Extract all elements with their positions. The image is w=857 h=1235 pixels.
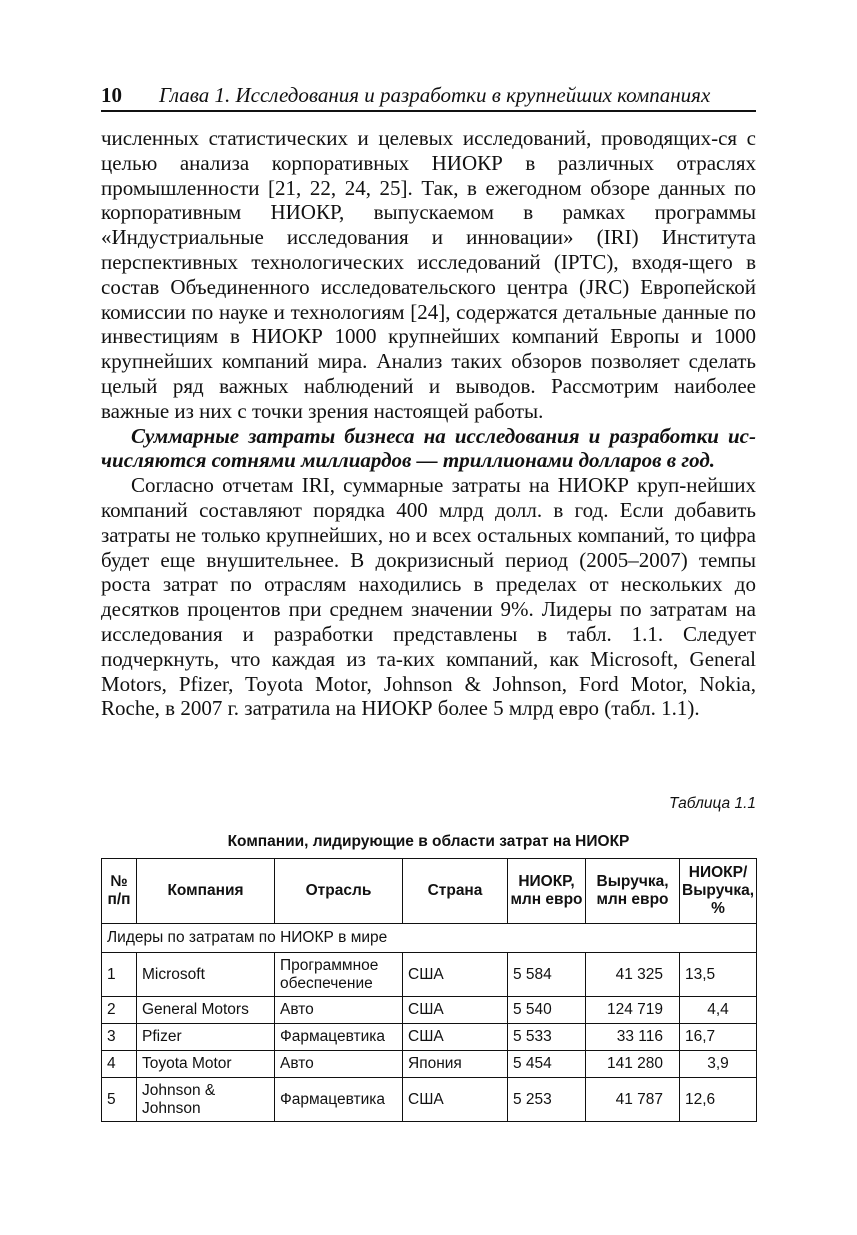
cell-industry: Программное обеспечение — [275, 953, 403, 997]
cell-rd-ratio: 3,9 — [680, 1051, 757, 1078]
cell-rd-ratio: 13,5 — [680, 953, 757, 997]
cell-company: Pfizer — [137, 1024, 275, 1051]
cell-country: США — [403, 1024, 508, 1051]
cell-rd: 5 253 — [508, 1078, 586, 1122]
cell-revenue: 41 325 — [586, 953, 680, 997]
cell-company: Toyota Motor — [137, 1051, 275, 1078]
cell-industry: Фармацевтика — [275, 1078, 403, 1122]
cell-country: Япония — [403, 1051, 508, 1078]
cell-rd-ratio: 4,4 — [680, 997, 757, 1024]
running-title: Глава 1. Исследования и разработки в крупнейших компаниях — [159, 83, 711, 107]
table-row — [102, 1078, 757, 1122]
table-title: Компании, лидирующие в области затрат на НИОКР — [227, 833, 630, 850]
table-row — [102, 997, 757, 1024]
cell-revenue: 41 787 — [586, 1078, 680, 1122]
cell-company: Microsoft — [137, 953, 275, 997]
col-header-country: Страна — [403, 859, 508, 924]
table-row — [102, 1024, 757, 1051]
cell-country: США — [403, 1078, 508, 1122]
table-row — [102, 1051, 757, 1078]
rd-leaders-table — [101, 858, 757, 1122]
cell-revenue: 124 719 — [586, 997, 680, 1024]
cell-industry: Фармацевтика — [275, 1024, 403, 1051]
running-header — [101, 82, 756, 112]
key-statement: Суммарные затраты бизнеса на исследования и разработки ис-числяются сотнями миллиардов — триллионами долларов в год. — [101, 423, 756, 473]
table-header-row — [102, 859, 757, 924]
col-header-industry: Отрасль — [275, 859, 403, 924]
cell-rd-ratio: 12,6 — [680, 1078, 757, 1122]
body-text — [101, 126, 756, 721]
section-label: Лидеры по затратам по НИОКР в мире — [102, 924, 757, 953]
cell-number: 1 — [102, 953, 137, 997]
col-header-rd-ratio: НИОКР/ Выручка, % — [680, 859, 757, 924]
cell-revenue: 33 116 — [586, 1024, 680, 1051]
cell-number: 4 — [102, 1051, 137, 1078]
cell-rd: 5 540 — [508, 997, 586, 1024]
table-section-row — [102, 924, 757, 953]
table-number: Таблица 1.1 — [669, 795, 756, 812]
col-header-number: № п/п — [102, 859, 137, 924]
table-row — [102, 953, 757, 997]
cell-industry: Авто — [275, 997, 403, 1024]
cell-rd: 5 454 — [508, 1051, 586, 1078]
col-header-rd: НИОКР, млн евро — [508, 859, 586, 924]
col-header-company: Компания — [137, 859, 275, 924]
cell-rd-ratio: 16,7 — [680, 1024, 757, 1051]
cell-number: 3 — [102, 1024, 137, 1051]
paragraph-2: Согласно отчетам IRI, суммарные затраты на НИОКР круп-нейших компаний составляют порядка 400 млрд долл. в год. Если добавить затраты не только крупнейших, но и всех остальных компаний, то цифра будет еще внушительнее. В докризисный период (2005–2007) темпы роста затрат по отраслям находились в пределах от нескольких до десятков процентов при среднем значении 9%. Лидеры по затратам на исследования и разработки представлены в табл. 1.1. Следует подчеркнуть, что каждая из та-ких компаний, как Microsoft, General Motors, Pfizer, Toyota Motor, Johnson & Johnson, Ford Motor, Nokia, Roche, в 2007 г. затратила на НИОКР более 5 млрд евро (табл. 1.1). — [101, 473, 756, 721]
cell-revenue: 141 280 — [586, 1051, 680, 1078]
cell-rd: 5 584 — [508, 953, 586, 997]
cell-company: General Motors — [137, 997, 275, 1024]
cell-company: Johnson & Johnson — [137, 1078, 275, 1122]
cell-rd: 5 533 — [508, 1024, 586, 1051]
col-header-revenue: Выручка, млн евро — [586, 859, 680, 924]
paragraph-1: численных статистических и целевых исследований, проводящих-ся с целью анализа корпоративных НИОКР в различных отраслях промышленности [21, 22, 24, 25]. Так, в ежегодном обзоре данных по корпоративным НИОКР, выпускаемом в рамках программы «Индустриальные исследования и инновации» (IRI) Института перспективных технологических исследований (IPTC), входя-щего в состав Объединенного исследовательского центра (JRC) Европейской комиссии по науке и технологиям [24], содержатся детальные данные по инвестициям в НИОКР 1000 крупнейших компаний Европы и 1000 крупнейших компаний мира. Анализ таких обзоров позволяет сделать целый ряд важных наблюдений и выводов. Рассмотрим наиболее важные из них с точки зрения настоящей работы. — [101, 126, 756, 423]
page-number: 10 — [101, 83, 122, 107]
cell-number: 2 — [102, 997, 137, 1024]
cell-country: США — [403, 953, 508, 997]
cell-industry: Авто — [275, 1051, 403, 1078]
cell-country: США — [403, 997, 508, 1024]
cell-number: 5 — [102, 1078, 137, 1122]
